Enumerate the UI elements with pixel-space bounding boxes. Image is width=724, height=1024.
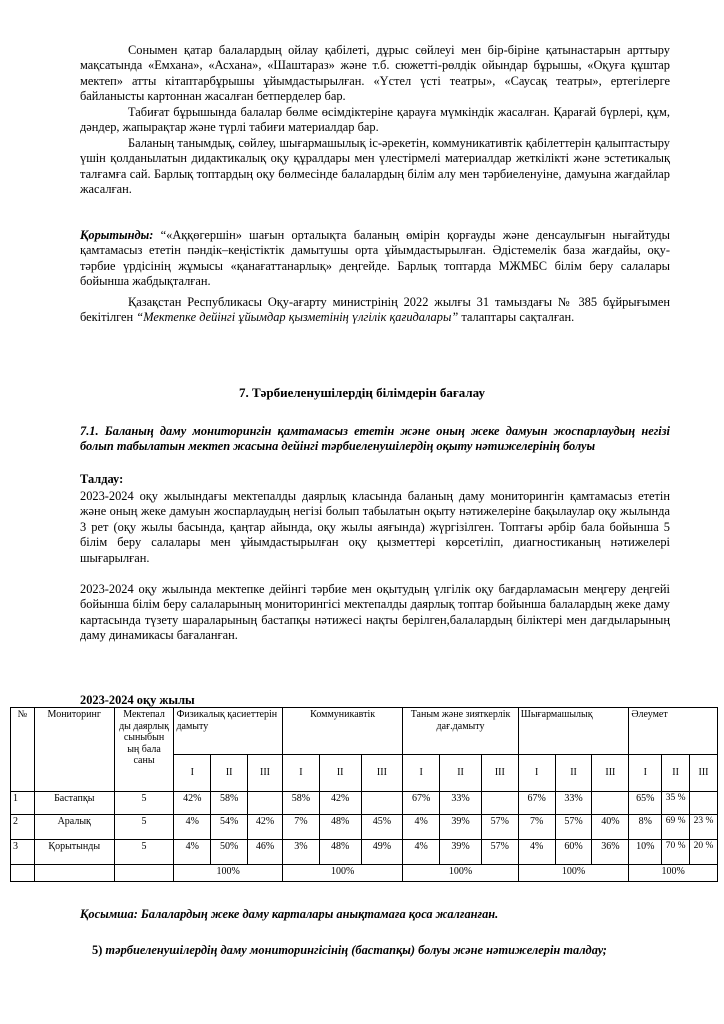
cell-value: 69 % (662, 815, 690, 840)
level-2: II (662, 755, 690, 792)
cell-value: 57% (555, 815, 592, 840)
level-3: III (592, 755, 629, 792)
level-3: III (361, 755, 403, 792)
order-text-end: талаптары сақталған. (458, 310, 575, 325)
row-count: 5 (114, 840, 174, 865)
paragraph-nature-corner: Табиғат бұрышында балалар бөлме өсімдіктеріне қарауға мүмкіндік жасалған. Қарағай бүрлері, құм, дәндер, жапырақтар және түрлі табиғи материалдар бар. (80, 105, 670, 135)
analysis-label: Талдау: (80, 472, 124, 486)
cell-value: 67% (518, 792, 555, 815)
level-1: I (282, 755, 319, 792)
total-cognition: 100% (403, 865, 518, 882)
cell-value: 42% (248, 815, 283, 840)
cell-value: 67% (403, 792, 440, 815)
total-social: 100% (629, 865, 718, 882)
total-empty (11, 865, 35, 882)
level-2: II (440, 755, 482, 792)
level-1: I (174, 755, 211, 792)
cell-value: 65% (629, 792, 662, 815)
level-1: I (518, 755, 555, 792)
cell-value: 48% (319, 840, 361, 865)
header-number: № (11, 708, 35, 792)
conclusion-label: Қорытынды: (80, 228, 154, 242)
total-physical: 100% (174, 865, 283, 882)
cell-value (690, 792, 718, 815)
cell-value: 39% (440, 840, 482, 865)
cell-value: 10% (629, 840, 662, 865)
cell-value: 33% (440, 792, 482, 815)
cell-value: 4% (518, 840, 555, 865)
cell-value (361, 792, 403, 815)
header-monitoring: Мониторинг (34, 708, 114, 792)
cell-value: 57% (481, 840, 518, 865)
level-1: I (629, 755, 662, 792)
cell-value (481, 792, 518, 815)
header-child-count: Мектепал ды даярлық сыныбын ың бала саны (114, 708, 174, 792)
cell-value: 3% (282, 840, 319, 865)
row-count: 5 (114, 815, 174, 840)
cell-value: 23 % (690, 815, 718, 840)
cell-value: 4% (174, 815, 211, 840)
cell-value: 35 % (662, 792, 690, 815)
total-empty (114, 865, 174, 882)
table-row (11, 840, 718, 865)
section-7-1-heading: 7.1. Баланың даму мониторингін қамтамасыз ететін және оның жеке дамуын жоспарлаудың негізі болып табылатын мектеп жасына дейінгі тәрбиеленушілердің оқыту нәтижелерінің болуы (80, 424, 670, 454)
order-title: “Мектепке дейінгі ұйымдар қызметінің үлгілік қағидалары” (136, 310, 459, 325)
table-row (11, 815, 718, 840)
order-text: Қазақстан Республикасы Оқу-ағарту министрінің 2022 жылғы 31 тамыздағы № 385 бұйрығымен бекітілген (80, 295, 670, 325)
level-3: III (690, 755, 718, 792)
paragraph-ministry-order (80, 295, 670, 326)
cell-value: 49% (361, 840, 403, 865)
cell-value: 20 % (690, 840, 718, 865)
header-area-creativity: Шығармашылық (518, 708, 629, 755)
table-total-row (11, 865, 718, 882)
paragraph-didactic-materials: Баланың танымдық, сөйлеу, шығармашылық іс-әрекетін, коммуникативтік қабілеттерін қалыптастыру үшін қолданылатын дидактикалық оқу құралдары мен үлестірмелі материалдар жеткілікті және эстетикалық талғамға сай. Барлық топтардың оқу бөлмесінде балалардың білім алу мен тәрбиеленуіне, дамуына жағдайлар жасалған. (80, 136, 670, 197)
cell-value: 42% (174, 792, 211, 815)
section-7-heading: 7. Тәрбиеленушілердің білімдерін бағалау (238, 385, 486, 400)
cell-value: 46% (248, 840, 283, 865)
cell-value: 58% (282, 792, 319, 815)
paragraph-analysis-1: 2023-2024 оқу жылындағы мектепалды даярлық класында баланың даму мониторингін қамтамасыз ететін және оның жеке дамуын жоспарлаудың негізі болып табылатын оқыту нәтижелеріне бақылаулар оқу жылында 3 рет (оқу жылы басында, қаңтар айында, оқу жылы аяғында) жүргізілген. Топтағы әрбір бала бойынша 5 білім беру салалары мен ұйымдастырылған оқу қызметтері көрсетіліп, диагностиканың нәтижелері шығарылған. (80, 489, 670, 565)
item-5 (80, 941, 670, 959)
cell-value: 70 % (662, 840, 690, 865)
table-header-row (11, 708, 718, 755)
cell-value: 33% (555, 792, 592, 815)
conclusion-text: “«Аққөгершін» шағын орталықта баланың өмірін қорғауды және денсаулығын нығайтуды қамтамасыз ететін пәндік–кеңістіктік дамытушы орта ұйымдастырылған. Әдістемелік база жағдайы, оқу-тәрбие үрдісінің жұмысы «қанағаттанарлық» деңгейде. Барлық топтарда МЖМБС білім беру салалары бойынша жабдықталған. (80, 228, 670, 289)
cell-value: 4% (174, 840, 211, 865)
cell-value: 4% (403, 840, 440, 865)
paragraph-conclusion (80, 228, 670, 290)
total-creativity: 100% (518, 865, 629, 882)
level-2: II (211, 755, 248, 792)
cell-value (248, 792, 283, 815)
level-2: II (319, 755, 361, 792)
total-communication: 100% (282, 865, 402, 882)
row-count: 5 (114, 792, 174, 815)
cell-value: 57% (481, 815, 518, 840)
cell-value: 48% (319, 815, 361, 840)
row-number: 1 (11, 792, 35, 815)
cell-value: 45% (361, 815, 403, 840)
cell-value: 42% (319, 792, 361, 815)
cell-value: 4% (403, 815, 440, 840)
cell-value: 7% (282, 815, 319, 840)
cell-value: 54% (211, 815, 248, 840)
table-row (11, 792, 718, 815)
level-3: III (248, 755, 283, 792)
header-area-communication: Коммуникавтік (282, 708, 402, 755)
row-number: 3 (11, 840, 35, 865)
row-name: Бастапқы (34, 792, 114, 815)
row-name: Аралық (34, 815, 114, 840)
cell-value: 36% (592, 840, 629, 865)
cell-value: 40% (592, 815, 629, 840)
level-2: II (555, 755, 592, 792)
header-area-cognition: Таным және зияткерлік дағ.дамыту (403, 708, 518, 755)
header-area-social: Әлеумет (629, 708, 718, 755)
cell-value: 8% (629, 815, 662, 840)
table-title: 2023-2024 оқу жылы (80, 693, 195, 707)
cell-value: 7% (518, 815, 555, 840)
cell-value (592, 792, 629, 815)
cell-value: 50% (211, 840, 248, 865)
level-1: I (403, 755, 440, 792)
row-number: 2 (11, 815, 35, 840)
addendum-note: Қосымша: Балалардың жеке даму карталары анықтамаға қоса жалғанған. (80, 907, 499, 921)
cell-value: 58% (211, 792, 248, 815)
paragraph-analysis-2: 2023-2024 оқу жылында мектепке дейінгі тәрбие мен оқытудың үлгілік оқу бағдарламасын меңгеру деңгейі бойынша білім беру салаларының мониторингісі мектепалды даярлық топтар бойынша балалардың жеке даму картасында түзету шараларының бастапқы нәтижесі нақты берілген,балалардың біліктері мен дағдыларының даму динамикасы бағаланған. (80, 582, 670, 643)
paragraph-play-corners: Сонымен қатар балалардың ойлау қабілеті, дұрыс сөйлеуі мен бір-біріне қатынастарын арттыру мақсатында «Емхана», «Асхана», «Шаштараз» және т.б. сюжетті-рөлдік ойындар бұрышы, «Оқуға құштар мектеп» атты кітаптарбұрышы ұйымдастырылған. «Үстел үсті театры», «Саусақ театры», ертегілерге байланысты картоннан жасалған бетперделер бар. (80, 43, 670, 104)
total-empty (34, 865, 114, 882)
cell-value: 39% (440, 815, 482, 840)
item-5-number: 5) (92, 943, 103, 957)
header-area-physical: Физикалық қасиеттерін дамыту (174, 708, 283, 755)
item-5-text: тәрбиеленушілердің даму мониторингісінің (бастапқы) болуы және нәтижелерін талдау; (102, 943, 607, 957)
row-name: Қорытынды (34, 840, 114, 865)
monitoring-table (10, 707, 718, 882)
level-3: III (481, 755, 518, 792)
cell-value: 60% (555, 840, 592, 865)
